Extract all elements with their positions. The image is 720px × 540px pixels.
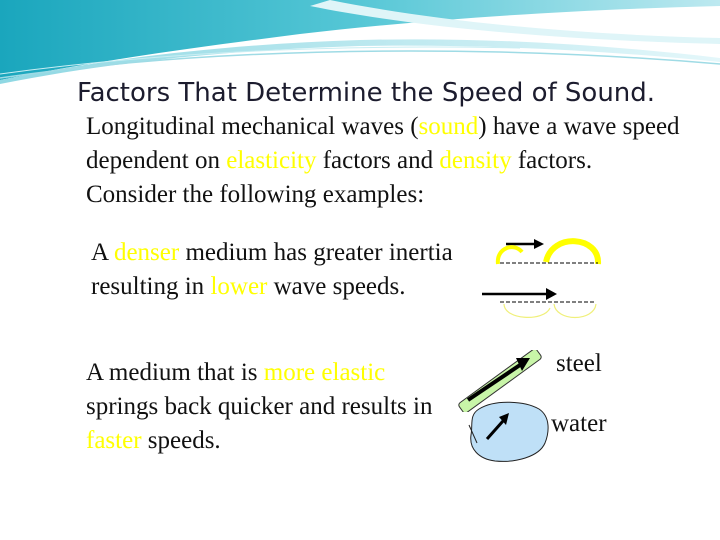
elastic-text-1: A medium that is [86, 359, 264, 386]
intro-highlight-density: density [439, 147, 512, 174]
lower-highlight: lower [210, 273, 268, 300]
elastic-text-2: springs back quicker and results in [86, 393, 433, 420]
header-wave-decoration [0, 0, 720, 90]
intro-text-2: ) have a wave speed dependent on [86, 113, 680, 174]
slide-title: Factors That Determine the Speed of Sound. [77, 78, 656, 108]
faster-highlight: faster [86, 427, 142, 454]
steel-label: steel [556, 350, 602, 377]
arrows-and-wave-icon [474, 232, 604, 322]
elastic-paragraph [86, 356, 456, 458]
denser-text-3: wave speeds. [267, 273, 406, 300]
denser-text-1: A [91, 239, 114, 266]
denser-paragraph [91, 236, 461, 304]
intro-text-3: factors and [316, 147, 440, 174]
intro-paragraph [86, 110, 686, 212]
intro-text-1: Longitudinal mechanical waves ( [86, 113, 419, 140]
denser-text-2: medium has greater inertia resulting in [91, 239, 453, 300]
intro-highlight-elasticity: elasticity [226, 147, 317, 174]
water-blob-arrow-icon [465, 395, 555, 465]
water-label: water [551, 410, 607, 437]
intro-highlight-sound: sound [418, 113, 479, 140]
more-elastic-highlight: more elastic [263, 359, 386, 386]
elastic-text-3: speeds. [141, 427, 221, 454]
intro-text-4: factors. Consider the following examples: [86, 147, 593, 208]
denser-highlight: denser [113, 239, 180, 266]
